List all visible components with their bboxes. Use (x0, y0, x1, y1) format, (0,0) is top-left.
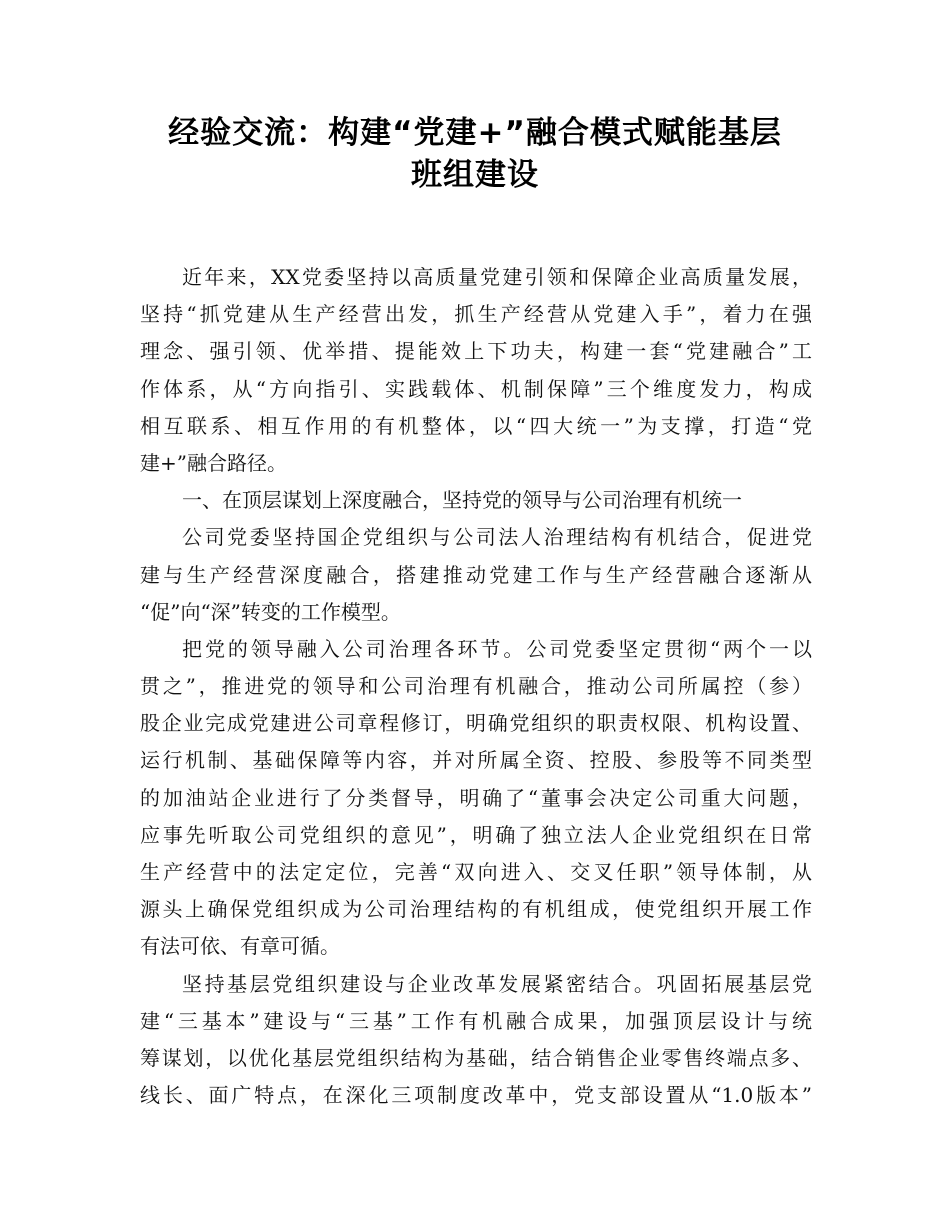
text-line: 有法可依、有章可循。 (140, 934, 340, 959)
section-heading-text: 一、在顶层谋划上深度融合，坚持党的领导与公司治理有机统一 (182, 488, 742, 513)
text-line: 坚持基层党组织建设与企业改革发展紧密结合。巩固拓展基层党 (182, 971, 812, 996)
title-line-2: 班组建设 (411, 157, 539, 193)
text-line: 生产经营中的法定定位，完善“双向进入、交叉任职”领导体制，从 (140, 860, 812, 884)
paragraph-intro (140, 259, 812, 482)
text-line: 建+”融合路径。 (140, 450, 287, 475)
text-line: 把党的领导融入公司治理各环节。公司党委坚定贯彻“两个一以 (182, 636, 812, 661)
text-line: 运行机制、基础保障等内容，并对所属全资、控股、参股等不同类型 (140, 748, 812, 773)
text-line: 源头上确保党组织成为公司治理结构的有机组成，使党组织开展工作 (140, 897, 812, 922)
text-line: 筹谋划，以优化基层党组织结构为基础，结合销售企业零售终端点多、 (140, 1045, 812, 1070)
text-line: 应事先听取公司党组织的意见”，明确了独立法人企业党组织在日常 (140, 822, 812, 847)
text-line: 理念、强引领、优举措、提能效上下功夫，构建一套“党建融合”工 (140, 339, 812, 364)
paragraph-grassroots (140, 966, 812, 1115)
text-line: “促”向“深”转变的工作模型。 (140, 599, 401, 624)
text-line: 公司党委坚持国企党组织与公司法人治理结构有机结合，促进党 (182, 525, 812, 550)
section-heading-1 (140, 482, 812, 519)
text-line: 近年来，XX党委坚持以高质量党建引领和保障企业高质量发展， (182, 265, 812, 289)
text-line: 相互联系、相互作用的有机整体，以“四大统一”为支撑，打造“党 (140, 413, 812, 438)
text-line: 贯之”，推进党的领导和公司治理有机融合，推动公司所属控（参） (140, 674, 812, 699)
text-line: 作体系，从“方向指引、实践载体、机制保障”三个维度发力，构成 (140, 376, 812, 401)
document-body (140, 259, 812, 1114)
text-line: 线长、面广特点，在深化三项制度改革中，党支部设置从“1.0版本” (140, 1083, 812, 1108)
text-line: 股企业完成党建进公司章程修订，明确党组织的职责权限、机构设置、 (140, 711, 812, 736)
text-line: 坚持“抓党建从生产经营出发，抓生产经营从党建入手”，着力在强 (140, 302, 812, 327)
text-line: 的加油站企业进行了分类督导，明确了“董事会决定公司重大问题， (140, 785, 812, 810)
text-line: 建“三基本”建设与“三基”工作有机融合成果，加强顶层设计与统 (140, 1008, 812, 1033)
paragraph-party-leadership (140, 631, 812, 966)
title-line-1: 经验交流：构建“党建+”融合模式赋能基层 (168, 115, 782, 151)
document-title (0, 112, 950, 196)
paragraph-section1-intro (140, 519, 812, 631)
text-line: 建与生产经营深度融合，搭建推动党建工作与生产经营融合逐渐从 (140, 562, 812, 587)
